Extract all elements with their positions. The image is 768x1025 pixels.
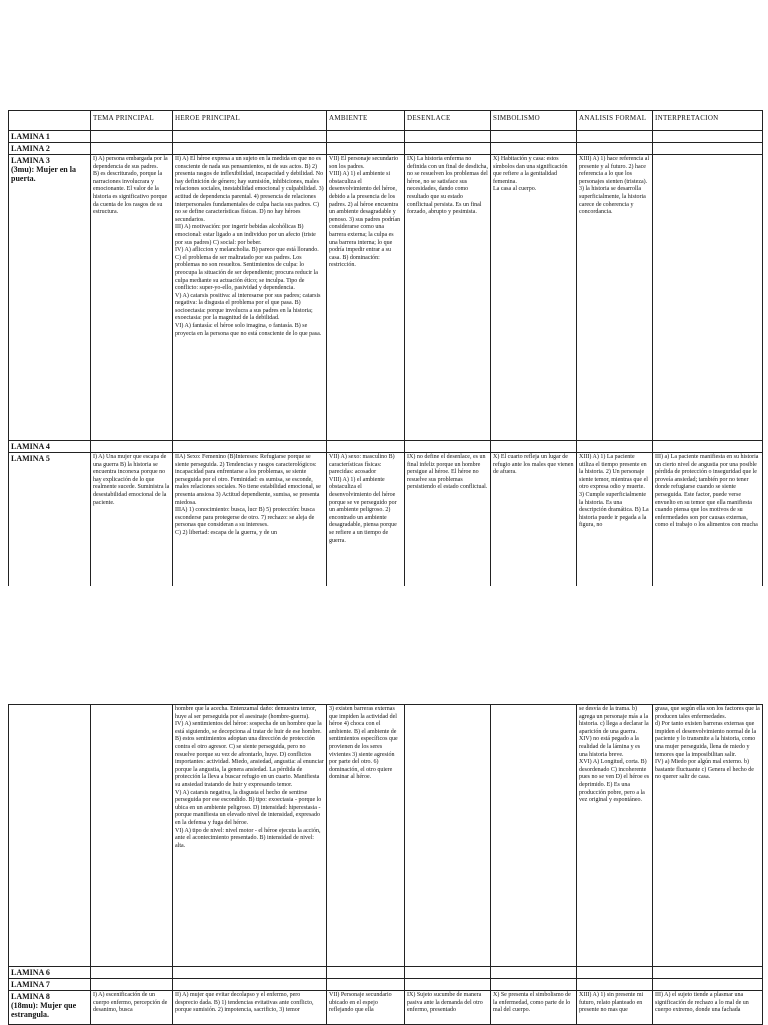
header-tema-principal: TEMA PRINCIPAL bbox=[91, 111, 173, 131]
table-row-lamina-8 bbox=[9, 991, 763, 1025]
cell-desenlace: IX) Sujeto sucumbe de manera pasiva ante la demanda del otro enfermo, presentado bbox=[405, 991, 491, 1025]
cell-analisis: XIII) A) 1) hace referencia al presente y al futuro. 2) hace referencia a lo que los personajes sienten (tristeza). 3) la historia se desarrolla superficialmente, la historia carece de coherencia y concordancia. bbox=[577, 155, 653, 441]
header-row bbox=[9, 111, 763, 131]
cell-ambiente: VII) A) sexo: masculino B) características físicas: parecidas: acosador VIII) A) 1) el ambiente obstaculiza el desenvolvimiento del héroe porque se ve perseguido por un ambiente peligroso. 2) encontrado un ambiente desagradable, piensa porque se refiere a un tiempo de guerra. bbox=[327, 453, 405, 593]
header-analisis-formal: ANALISIS FORMAL bbox=[577, 111, 653, 131]
tat-analysis-table-bottom bbox=[8, 704, 763, 1025]
table-row-lamina-4 bbox=[9, 441, 763, 453]
table-row-lamina-3 bbox=[9, 155, 763, 441]
cell-desenlace: IX) no define el desenlace, es un final infeliz porque un hombre persigue al héroe. El héroe no resuelve sus problemas persistiendo el estado conflictual. bbox=[405, 453, 491, 593]
table-row-lamina-5 bbox=[9, 453, 763, 593]
cell-ambiente: 3) existen barreras externas que impiden la actividad del héroe 4) choca con el ambiente. B) el ambiente de sentimientos específicos que provienen de los seres vivientes 3) siente agresión por parte del otro. 6) dominación, el otro quiere dominar al héroe. bbox=[327, 705, 405, 967]
cell-interpretacion: grasa, que según ella son los factores que la producen tales enfermedades. d) Por tanto existen barreras externas que impiden el desenvolvimiento normal de la paciente y lo transmite a la historia, como una mujer perseguida, llena de miedo y temores que la imposibilitan salir. IV) a) Miedo por algún mal externo. b) bastante fluctuante c) Genera el hecho de no querer salir de casa. bbox=[653, 705, 763, 967]
row-label-cell bbox=[9, 453, 91, 593]
cell-tema bbox=[91, 705, 173, 967]
row-label-cell bbox=[9, 991, 91, 1025]
cell-simbolismo: X) Se presenta el simbolismo de la enfermedad, como parte de lo mal del cuerpo. bbox=[491, 991, 577, 1025]
cell-tema: I) A) escenificación de un cuerpo enfermo, percepción de desanimo, busca bbox=[91, 991, 173, 1025]
cell-desenlace bbox=[405, 705, 491, 967]
row-label: LAMINA 6 bbox=[9, 967, 91, 979]
cell-desenlace: IX) La historia enferma no definida con un final de desdicha, no se resuelven los problemas del héroe, no se satisface sus necesidades, dando como resultado que su estado conflictual persista. Es un final forzado, abrupto y pesimista. bbox=[405, 155, 491, 441]
header-heroe-principal: HEROE PRINCIPAL bbox=[173, 111, 327, 131]
tat-analysis-table-top bbox=[8, 110, 763, 593]
cell-interpretacion bbox=[653, 155, 763, 441]
cell-simbolismo bbox=[491, 705, 577, 967]
table-row-lamina-1 bbox=[9, 131, 763, 143]
cell-heroe: hombre que la acecha. Entenzamal daño: demuestra temor, huye al ser perseguida por el asesinaje (hombre-guerra). IV) A) sentimientos del héroe: sospecha de un hombre que la está siguiendo, se decepciona al tratar de huir de ese hombre. B) estos sentimientos adoptan una dirección de protección contra el otro agresor. C) se siente perseguida, pero no resuelve porque su vez de afrontarlo, huye. D) conflictos importantes: actividad. Miedo, ansiedad, angustia: al enunciar porque la angustia, la genera ansiedad. La pérdida de protección la lleva a buscar refugio en un cuarto. Manifiesta su ansiedad tratando de huir y expresando temor. V) A) catarsis negativa, la disgusta el hecho de sentirse perseguida por ese escondido. B) tipo: exoectasia - porque lo ubica en un ambiente peligroso. D) intensidad: hiperestasia - porque manifiesta un elevado nivel de intensidad, expresado en la defensa y fuga del héroe. VI) A) tipo de nivel: nivel motor - el héroe ejecuta la acción, ante el acontecimiento presentado. B) intensidad de nivel: alta. bbox=[173, 705, 327, 967]
row-label: LAMINA 8 bbox=[11, 992, 50, 1001]
cell-tema: I) A) persona embargada por la dependencia de sus padres. B) es descriturado, porque la narraciones involucrara y emocionante. El valor de la historia es significativo porque da cuenta de los rasgos de su estructura. bbox=[91, 155, 173, 441]
cell-interpretacion: III) a) La paciente manifiesta en su historia un cierto nivel de angustia por una posible pérdida de protección o inseguridad que le proveía ansiedad; también por no tener donde refugiarse cuando se siente perseguida. Este factor, puede verse envuelto en su temor que ella manifiesta cuando piensa que los motivos de su enfermedades son por causas externas, como el trabajo o los alimentos con mucha bbox=[653, 453, 763, 593]
row-label: LAMINA 5 bbox=[11, 454, 50, 463]
header-cell-empty bbox=[9, 111, 91, 131]
table-row-lamina-2 bbox=[9, 143, 763, 155]
page-break bbox=[0, 586, 768, 704]
row-sublabel: (3mu): Mujer en la puerta. bbox=[11, 165, 76, 183]
header-simbolismo: SIMBOLISMO bbox=[491, 111, 577, 131]
cell-simbolismo: X) El cuarto refleja un lugar de refugio ante los males que vienen de afuera. bbox=[491, 453, 577, 593]
table-row-lamina-5-continued bbox=[9, 705, 763, 967]
cell-analisis: XIII) A) 1) sin presente mi futuro, relato planteado en presente no mas que bbox=[577, 991, 653, 1025]
cell-ambiente: VII) Personaje secundario ubicado en el espejo reflejando que ella bbox=[327, 991, 405, 1025]
row-label: LAMINA 2 bbox=[9, 143, 91, 155]
cell-ambiente: VII) El personaje secundario son los padres. VIII) A) 1) el ambiente si obstaculiza el desenvolvimiento del héroe, debido a la presencia de los padres. 2) al héroe encuentra un ambiente desagradable y penoso. 3) sus padres podrían considerarse como una barrera externa; la culpa es una barrera interna; lo que podría impedir entrar a su casa. B) dominación: restricción. bbox=[327, 155, 405, 441]
cell-heroe: II) A) mujer que evitar decolapso y el enfermo, pero desprecio dada. B) 1) tendencias evitativas ante conflicto, porque sumisión. 2) impotencia, sacrificio, 3) temor bbox=[173, 991, 327, 1025]
header-ambiente: AMBIENTE bbox=[327, 111, 405, 131]
row-label-cell bbox=[9, 155, 91, 441]
cell-heroe: II) A) El héroe expresa a un sujeto en la medida en que no es consciente de nada sus pensamientos, ni de sus actos. B) 2) presenta rasgos de inflexibilidad, incapacidad y debilidad. No hay definición de género; hay sumisión, inhibiciones, males relaciones sociales, inestabilidad emocional y culpabilidad. 3) actitud de dependencia parental. 4) presencia de relaciones interpersonales fundamentales de culpa hacia sus padres. C) no se define características físicas. D) no hay héroes secundarios. III) A) motivación: por ingerir bebidas alcohólicas B) emocional: estar ligado a un individuo por un afecto (triste por sus padres) C) social: por beber. IV) A) afliccion y melancholia. B) parece que está llorando. C) el problema de ser maltratado por sus padres. Los problemas no son resueltos. Sentimientos de culpa: lo preocupa la situación de ser dependiente; procura reducir la culpa mediante su actuación ético; se inculpa. Tipo de conflicto: super-yo-ello, pasividad y dependencia. V) A) catarsis positiva: al interesarse por sus padres; catarsis negativa: la disgusta el problema por el que pasa. B) socioectasia: porque involucra a sus padres en la historia; exoectasia: por la magnitud de la debilidad. VI) A) fantasía: el héroe solo imagina, o fantasía. B) se proyecta en la persona que no está consciente de lo que pasa. bbox=[173, 155, 327, 441]
row-label: LAMINA 7 bbox=[9, 979, 91, 991]
cell-analisis: se desvía de la trama. b) agrega un personaje más a la historia. c) llega a declarar la aparición de una guerra. XIV) no está pegado a la realidad de la lámina y es una historia breve. XVI) A) Longitud, corta. B) desordenado C) incoherente pues no se ven D) el héroe es deprimido. E) Es una producción pobre, pero a la vez original y espontáneo. bbox=[577, 705, 653, 967]
cell-simbolismo: X) Habitación y casa: estos símbolos dan una significación que refiere a la genitalidad femenina. La casa al cuerpo. bbox=[491, 155, 577, 441]
row-label-cell bbox=[9, 705, 91, 967]
table-row-lamina-7 bbox=[9, 979, 763, 991]
header-desenlace: DESENLACE bbox=[405, 111, 491, 131]
row-label: LAMINA 1 bbox=[9, 131, 91, 143]
row-sublabel: (18mu): Mujer que estrangula. bbox=[11, 1001, 77, 1019]
row-label: LAMINA 4 bbox=[9, 441, 91, 453]
table-row-lamina-6 bbox=[9, 967, 763, 979]
cell-interpretacion: III) A) el sujeto tiende a plasmar una significación de rechazo a lo mal de un cuerpo extremo, donde una fachada bbox=[653, 991, 763, 1025]
row-label: LAMINA 3 bbox=[11, 156, 50, 165]
cell-heroe: IIA) Sexo: Femenino (B)Intereses: Refugiarse porque se siente perseguida. 2) Tendencias y rasgos caracterológicos: incapacidad para enfrentarse a los problemas, se siente perseguida por el otro. Feminidad: es sumisa, se esconde, males relaciones sociales. No tiene estabilidad emocional, se presenta ansiosa 3) Actitud dependiente, sumisa, se presenta miedosa. IIIA) 1) conocimiento: busca, lucr B) 5) protección: busca esconderse para protegerse de otro. 7) rechazo: se aleja de personas que consideran a su intereses. C) 2) libertad: escapa de la guerra, y de un bbox=[173, 453, 327, 593]
cell-tema: I) A) Una mujer que escapa de una guerra B) la historia se encuentra inconexa porque no hay explicación de lo que realmente sucede. Suministra la desestabilidad emocional de la paciente. bbox=[91, 453, 173, 593]
header-interpretacion: INTERPRETACION bbox=[653, 111, 763, 131]
cell-analisis: XIII) A) 1) La paciente utiliza el tiempo presente en la historia. 2) Un personaje siente temor, mientras que el otro expresa odio y muerte. 3) Cumple superficialmente la historia. Es una descripción dramática. B) La historia puede ir pegada a la figura, no bbox=[577, 453, 653, 593]
